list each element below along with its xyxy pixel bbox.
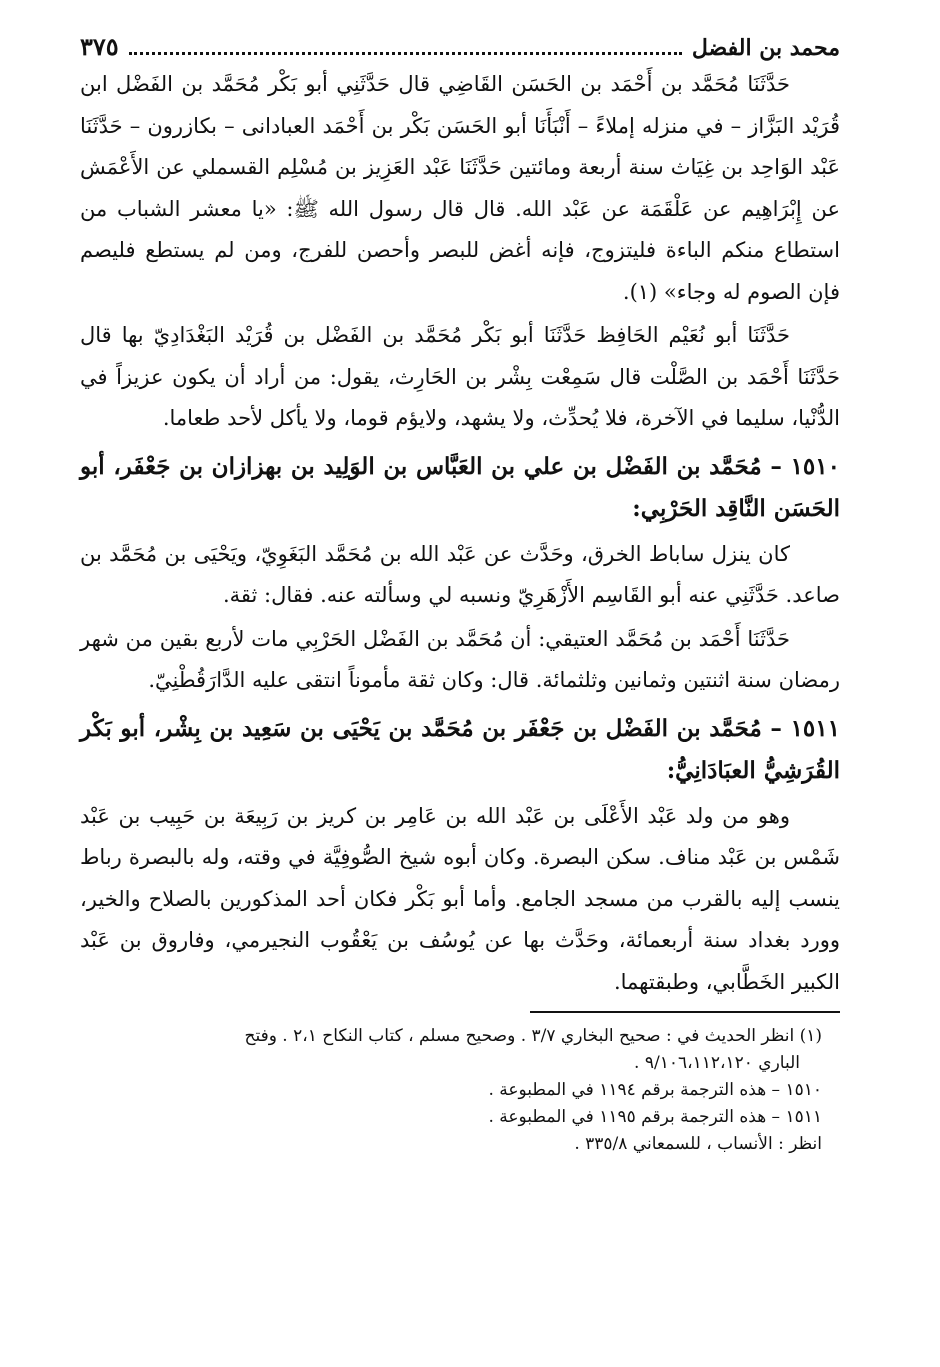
footnote-ansab: انظر : الأنساب ، للسمعاني ٣٣٥/٨ .: [574, 1134, 822, 1154]
entry-heading-1510: ١٥١٠ – مُحَمَّد بن الفَضْل بن علي بن العَبَّاس بن الوَلِيد بن بهزازان بن جَعْفَر، أبو الحَسَن النَّاقِد الحَرْبِي:: [80, 452, 840, 522]
footnote-divider: [530, 1011, 840, 1013]
footnote-1510: ١٥١٠ – هذه الترجمة برقم ١١٩٤ في المطبوعة .: [488, 1080, 822, 1100]
footnote-1-continued: الباري ٩/١٠٦،١١٢،١٢٠ .: [634, 1053, 800, 1073]
page-number: ٣٧٥: [80, 32, 119, 61]
footnote-1: (١) انظر الحديث في : صحيح البخاري ٣/٧ . وصحيح مسلم ، كتاب النكاح ٢،١ . وفتح: [244, 1026, 822, 1046]
book-page: [80, 30, 840, 1158]
running-header: [80, 30, 840, 64]
dotted-leader: [129, 32, 682, 55]
paragraph-hadith: حَدَّثَنَا مُحَمَّد بن أَحْمَد بن الحَسَن القَاضِي قال حَدَّثَنِي أبو بَكْر مُحَمَّد بن الفَضْل ابن قُرَيْد البَزَّاز – في منزله إملاءً – أَنْبَأَنَا أبو الحَسَن بَكْر بن أَحْمَد العبادانى – بكازرون – حَدَّثَنَا عَبْد الوَاحِد بن غِيَاث سنة أربعة ومائتين حَدَّثَنَا عَبْد العَزِيز بن مُسْلِم القسملي عن الأَعْمَش عن إِبْرَاهِيم عن عَلْقَمَة عن عَبْد الله. قال قال رسول الله ﷺ: «يا معشر الشباب من استطاع منكم الباءة فليتزوج، فإنه أغض للبصر وأحصن للفرج، ومن لم يستطع فليصم فإن الصوم له وجاء» (١).: [80, 72, 840, 304]
paragraph-1510-death: حَدَّثَنَا أَحْمَد بن مُحَمَّد العتيقي: أن مُحَمَّد بن الفَضْل الحَرْبِي مات لأربع بقين من شهر رمضان سنة اثنتين وثمانين وثلثمائة. قال: وكان ثقة مأموناً انتقى عليه الدَّارَقُطْنِيّ.: [80, 626, 840, 692]
paragraph-bishr: حَدَّثَنَا أبو نُعَيْم الحَافِظ حَدَّثَنَا أبو بَكْر مُحَمَّد بن الفَضْل بن قُرَيْد البَغْدَادِيّ بها قال حَدَّثَنَا أَحْمَد بن الصَّلْت قال سَمِعْت بِشْر بن الحَارِث، يقول: من أراد أن يكون عزيزاً في الدُّنْيا، سليما في الآخرة، فلا يُحدِّث، ولا يشهد، ولايؤم قوما، ولا يأكل لأحد طعاما.: [80, 323, 840, 430]
paragraph-1511-bio: وهو من ولد عَبْد الأَعْلَى بن عَبْد الله بن عَامِر بن كريز بن رَبِيعَة بن حَبِيب بن عَبْد شَمْس بن عَبْد مناف. سكن البصرة. وكان أبوه شيخ الصُّوفِيَّة في وقته، وله بالبصرة رباط ينسب إليه بالقرب من مسجد الجامع. وأما أبو بَكْر فكان أحد المذكورين بالصلاح والخير، وورد بغداد سنة أربعمائة، وحَدَّث بها عن يُوسُف بن يَعْقُوب النجيرمي، وفاروق بن عَبْد الكبير الخَطَّابي، وطبقتهما.: [80, 803, 840, 994]
running-title: محمد بن الفضل: [691, 35, 840, 61]
paragraph-1510-bio: كان ينزل ساباط الخرق، وحَدَّث عن عَبْد الله بن مُحَمَّد البَغَوِيّ، ويَحْيَى بن مُحَمَّد بن صاعد. حَدَّثَنِي عنه أبو القَاسِم الأَزْهَرِيّ ونسبه لي وسألته عنه. فقال: ثقة.: [80, 541, 840, 607]
entry-heading-1511: ١٥١١ – مُحَمَّد بن الفَضْل بن جَعْفَر بن مُحَمَّد بن يَحْيَى بن سَعِيد بن بِشْر، أبو بَكْر القُرَشِيُّ العبَادَانِيُّ:: [80, 714, 840, 784]
footnote-1511: ١٥١١ – هذه الترجمة برقم ١١٩٥ في المطبوعة .: [488, 1107, 822, 1127]
